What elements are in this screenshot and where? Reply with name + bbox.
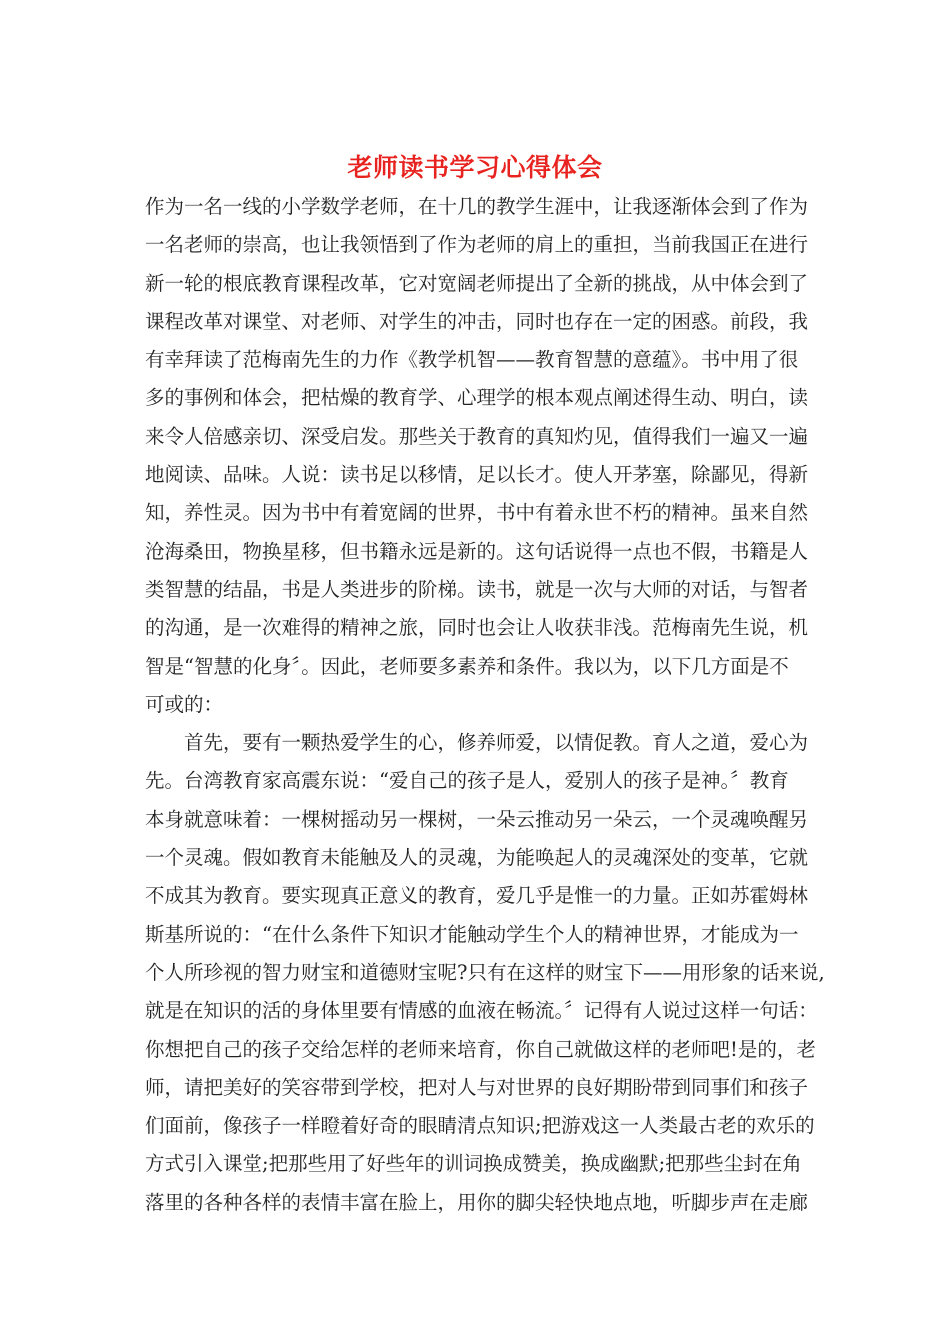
document-title: 老师读书学习心得体会 <box>347 153 603 182</box>
text-line: 落里的各种各样的表情丰富在脸上，用你的脚尖轻快地点地，听脚步声在走廊 <box>145 1190 809 1214</box>
text-line: 先。台湾教育家高震东说：“爱自己的孩子是人，爱别人的孩子是神。〞教育 <box>145 769 789 793</box>
text-line: 一个灵魂。假如教育未能触及人的灵魂，为能唤起人的灵魂深处的变革，它就 <box>145 846 809 870</box>
text-line: 知，养性灵。因为书中有着宽阔的世界，书中有着永世不朽的精神。虽来自然 <box>145 501 809 525</box>
text-line: 你想把自己的孩子交给怎样的老师来培育，你自己就做这样的老师吧!是的，老 <box>145 1037 816 1061</box>
text-line: 斯基所说的：“在什么条件下知识才能触动学生个人的精神世界，才能成为一 <box>145 922 799 946</box>
text-line: 新一轮的根底教育课程改革，它对宽阔老师提出了全新的挑战，从中体会到了 <box>145 271 809 295</box>
text-line: 沧海桑田，物换星移，但书籍永远是新的。这句话说得一点也不假，书籍是人 <box>145 539 809 563</box>
text-line: 首先，要有一颗热爱学生的心，修养师爱，以情促教。育人之道，爱心为 <box>145 731 809 755</box>
text-line: 本身就意味着：一棵树摇动另一棵树，一朵云推动另一朵云，一个灵魂唤醒另 <box>145 807 809 831</box>
text-line: 作为一名一线的小学数学老师，在十几的教学生涯中，让我逐渐体会到了作为 <box>145 195 809 218</box>
text-line: 个人所珍视的智力财宝和道德财宝呢?只有在这样的财宝下——用形象的话来说, <box>145 960 825 984</box>
document-body <box>145 188 825 1222</box>
text-line: 们面前，像孩子一样瞪着好奇的眼睛清点知识;把游戏这一人类最古老的欢乐的 <box>145 1114 815 1138</box>
text-line: 来令人倍感亲切、深受启发。那些关于教育的真知灼见，值得我们一遍又一遍 <box>145 424 809 448</box>
text-line: 有幸拜读了范梅南先生的力作《教学机智——教育智慧的意蕴》。书中用了很 <box>145 348 799 372</box>
text-line: 一名老师的崇高，也让我领悟到了作为老师的肩上的重担，当前我国正在进行 <box>145 233 809 257</box>
text-line: 课程改革对课堂、对老师、对学生的冲击，同时也存在一定的困惑。前段，我 <box>145 309 809 333</box>
text-line: 师，请把美好的笑容带到学校，把对人与对世界的良好期盼带到同事们和孩子 <box>145 1075 809 1099</box>
text-line: 不成其为教育。要实现真正意义的教育，爱几乎是惟一的力量。正如苏霍姆林 <box>145 884 809 908</box>
text-line: 地阅读、品味。人说：读书足以移情，足以长才。使人开茅塞，除鄙见，得新 <box>145 463 809 487</box>
text-line: 的沟通，是一次难得的精神之旅，同时也会让人收获非浅。范梅南先生说，机 <box>145 616 809 640</box>
text-line: 智是“智慧的化身〞。因此，老师要多素养和条件。我以为，以下几方面是不 <box>145 654 789 678</box>
text-line: 方式引入课堂;把那些用了好些年的训词换成赞美，换成幽默;把那些尘封在角 <box>145 1152 802 1176</box>
text-line: 可或的： <box>145 692 224 716</box>
text-line: 多的事例和体会，把枯燥的教育学、心理学的根本观点阐述得生动、明白，读 <box>145 386 809 410</box>
text-line: 就是在知识的活的身体里要有情感的血液在畅流。〞记得有人说过这样一句话： <box>145 999 818 1023</box>
text-line: 类智慧的结晶，书是人类进步的阶梯。读书，就是一次与大师的对话，与智者 <box>145 577 809 601</box>
